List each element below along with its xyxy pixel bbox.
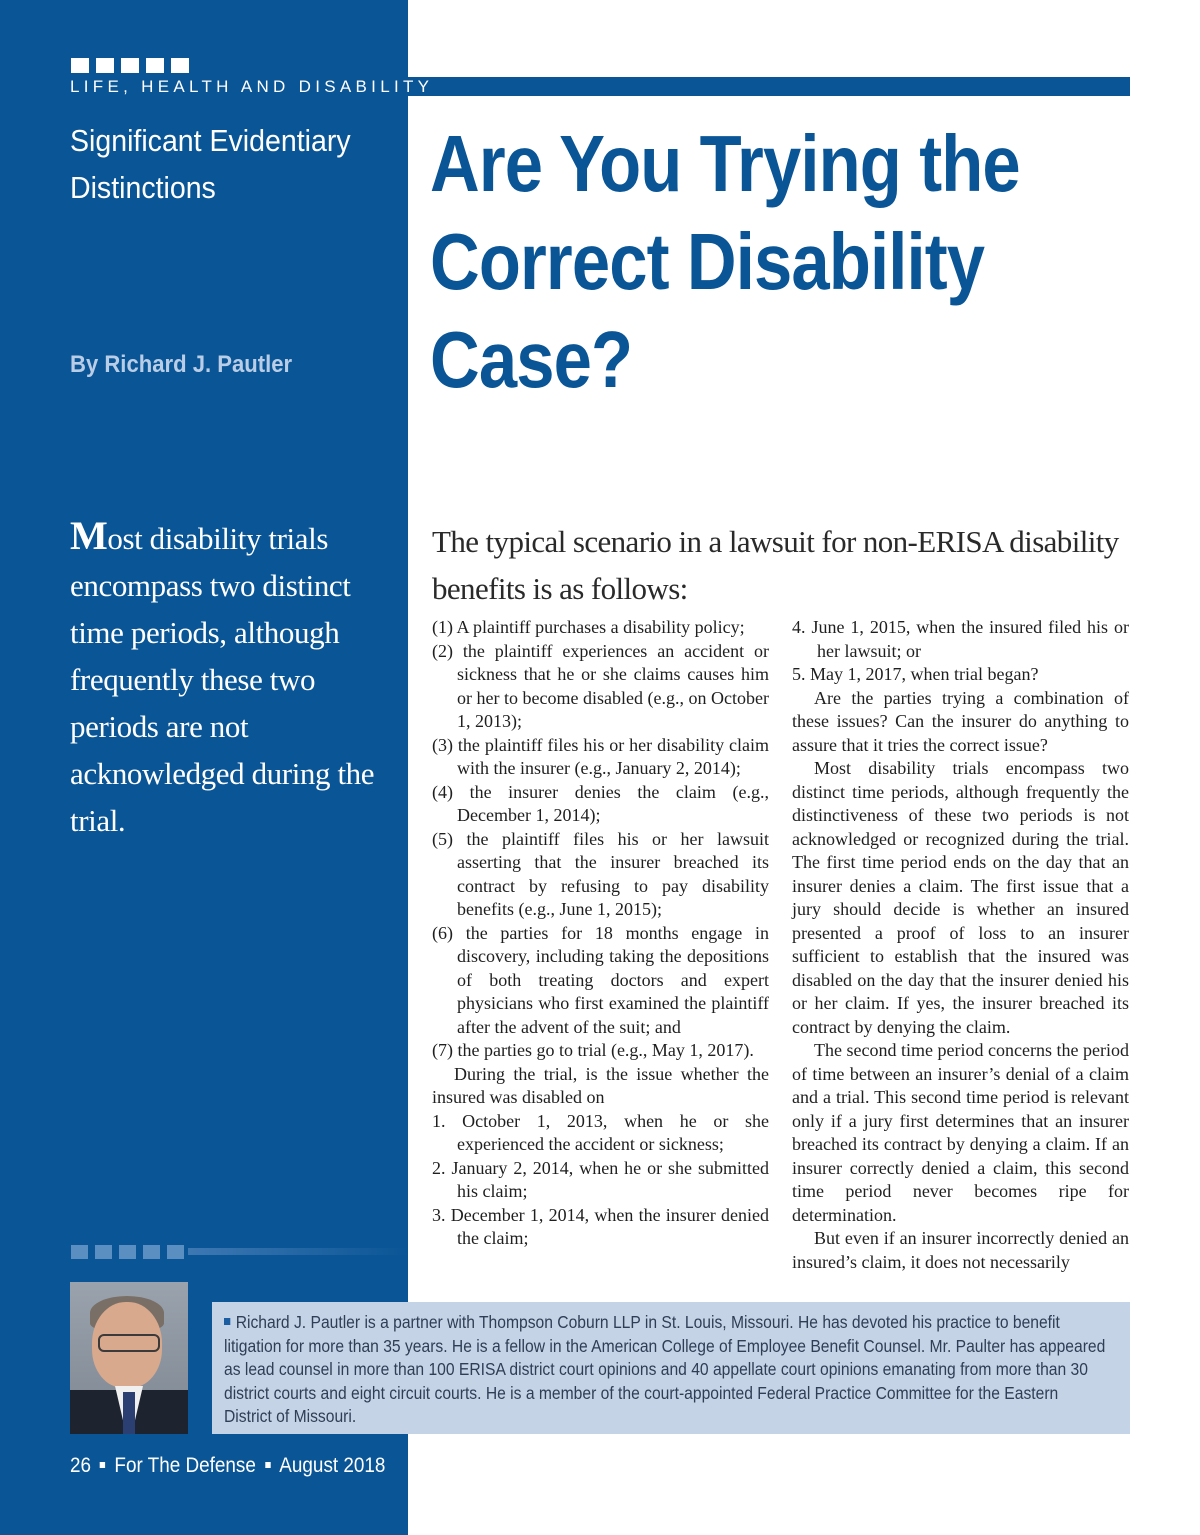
date-item: 1. October 1, 2013, when he or she experienced the accident or sickness; <box>432 1110 769 1154</box>
body-paragraph: But even if an insurer incorrectly denied an insured’s claim, it does not necessarily <box>792 1228 1129 1272</box>
author-photo <box>70 1282 188 1434</box>
section-rule <box>408 77 1130 96</box>
scenario-item: (1) A plaintiff purchases a disability policy; <box>432 617 745 637</box>
headline: Are You Trying the Correct Disability Case? <box>430 119 1020 404</box>
article-subtitle: Significant Evidentiary Distinctions <box>70 123 351 205</box>
author-bio-box <box>212 1302 1130 1434</box>
scenario-item: (7) the parties go to trial (e.g., May 1, 2017). <box>432 1040 754 1060</box>
byline: By Richard J. Pautler <box>70 351 293 378</box>
section-squares-icon <box>71 58 189 73</box>
scenario-item: (2) the plaintiff experiences an accident or sickness that he or she claims causes him or her to become disabled (e.g., on October 1, 2013); <box>432 640 769 731</box>
divider-rule <box>188 1248 408 1255</box>
scenario-item: (5) the plaintiff files his or her lawsuit asserting that the insurer breached its contract by refusing to pay disability benefits (e.g., June 1, 2015); <box>432 828 769 919</box>
page-number: 26 <box>70 1454 92 1477</box>
date-item: 3. December 1, 2014, when the insurer denied the claim; <box>432 1204 769 1248</box>
scenario-item: (3) the plaintiff files his or her disability claim with the insurer (e.g., January 2, 2014); <box>432 734 769 778</box>
scenario-item: (6) the parties for 18 months engage in discovery, including taking the depositions of both treating doctors and expert physicians who first examined the plaintiff after the advent of the suit; and <box>432 922 769 1037</box>
divider-squares-icon <box>71 1245 184 1259</box>
separator-icon <box>265 1462 270 1468</box>
section-label: LIFE, HEALTH AND DISABILITY <box>70 77 434 96</box>
body-column-left <box>432 616 769 1251</box>
publication-name: For The Defense <box>114 1454 256 1477</box>
lead-paragraph: The typical scenario in a lawsuit for non-ERISA disability benefits is as follows: <box>432 524 1119 606</box>
pull-quote <box>70 512 390 844</box>
page-footer <box>70 1454 385 1478</box>
body-paragraph: The second time period concerns the period of time between an insurer’s denial of a claim and a trial. This second time period is relevant only if a jury first determines that an insurer breached its contract by denying a claim. If an insurer correctly denied a claim, this second time period never becomes ripe for determination. <box>792 1040 1129 1225</box>
scenario-item: (4) the insurer denies the claim (e.g., December 1, 2014); <box>432 781 769 825</box>
date-item: 5. May 1, 2017, when trial began? <box>792 664 1039 684</box>
bullet-icon <box>224 1318 230 1325</box>
body-paragraph: Most disability trials encompass two distinct time periods, although frequently the distinctiveness of these two periods is not acknowledged or recognized during the trial. The first time period ends on the day that an insurer denies a claim. The first issue that a jury should decide is whether an insured presented a proof of loss to an insurer sufficient to establish that the insured was disabled on the day that the insurer denied his or her claim. If yes, the insurer breached its contract by denying the claim. <box>792 758 1129 1037</box>
date-item: 4. June 1, 2015, when the insured filed his or her lawsuit; or <box>792 617 1129 661</box>
author-bio: Richard J. Pautler is a partner with Thompson Coburn LLP in St. Louis, Missouri. He has devoted his practice to benefit litigation for more than 35 years. He is a fellow in the American College of Employee Benefit Counsel. Mr. Paulter has appeared as lead counsel in more than 100 ERISA district court opinions and 40 appellate court opinions emanating from more than 30 district courts and eight circuit courts. He is a member of the court-appointed Federal Practice Committee for the Eastern District of Missouri. <box>224 1312 1106 1427</box>
question-intro: During the trial, is the issue whether the insured was disabled on <box>432 1063 769 1107</box>
date-item: 2. January 2, 2014, when he or she submitted his claim; <box>432 1157 769 1201</box>
pull-quote-text: ost disability trials encompass two distinct time periods, although frequently these two periods are not acknowledged during the trial. <box>70 521 375 838</box>
separator-icon <box>100 1462 105 1468</box>
issue-date: August 2018 <box>279 1454 386 1477</box>
body-column-right <box>792 616 1129 1274</box>
body-paragraph: Are the parties trying a combination of these issues? Can the insurer do anything to assure that it tries the correct issue? <box>792 687 1129 755</box>
pull-quote-initial: M <box>70 513 108 558</box>
